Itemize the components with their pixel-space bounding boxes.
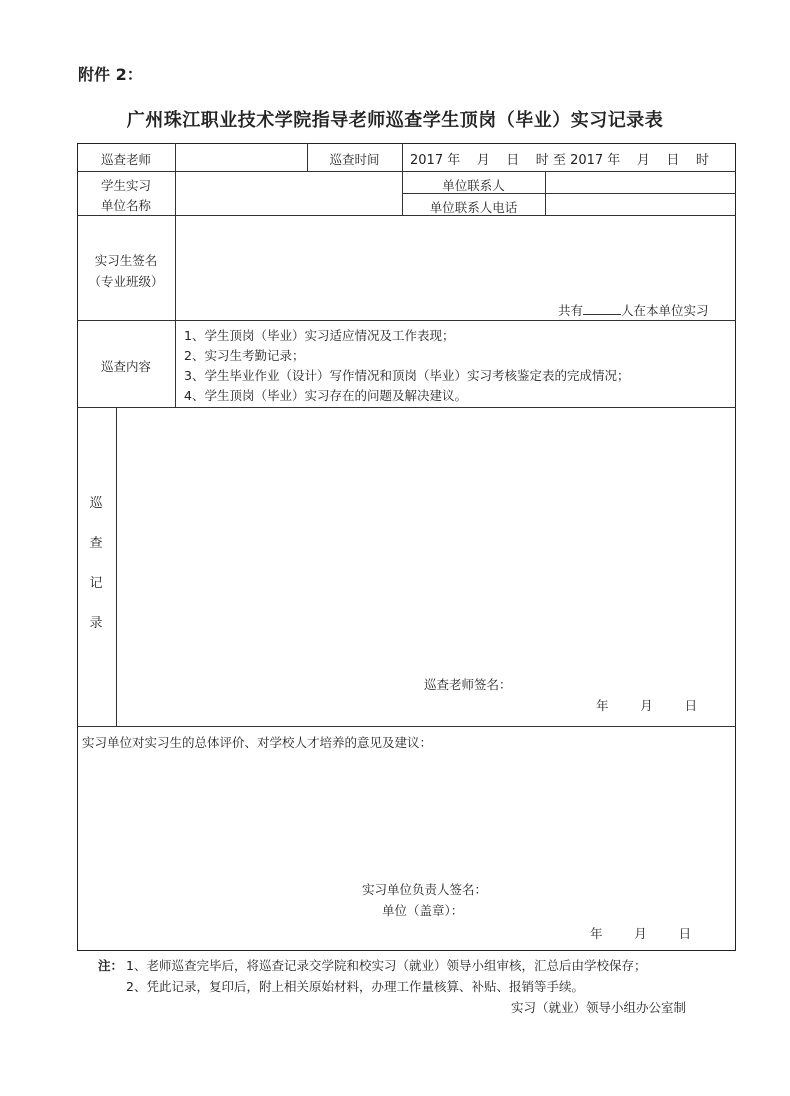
content-item-3: 3、学生毕业作业（设计）写作情况和顶岗（毕业）实习考核鉴定表的完成情况； — [184, 368, 630, 383]
record-label-char-2: 查 — [89, 536, 103, 551]
student-signature-field[interactable] — [178, 218, 734, 296]
form-title: 广州珠江职业技术学院指导老师巡查学生顶岗（毕业）实习记录表 — [126, 110, 664, 131]
contact-person-label: 单位联系人 — [442, 178, 505, 193]
inspection-content-label: 巡查内容 — [100, 359, 151, 374]
record-label-char-4: 录 — [89, 616, 103, 631]
teacher-field[interactable] — [178, 146, 304, 168]
company-name-label-line1: 学生实习 — [100, 178, 151, 193]
company-name-field[interactable] — [178, 174, 400, 213]
teacher-label: 巡查老师 — [100, 152, 151, 167]
company-name-label-line2: 单位名称 — [100, 198, 151, 213]
company-seal-label: 单位（盖章）： — [382, 903, 464, 918]
record-label — [86, 484, 106, 644]
major-class-label: （专业班级） — [88, 274, 164, 289]
content-item-1: 1、学生顶岗（毕业）实习适应情况及工作表现； — [184, 328, 455, 343]
contact-phone-field[interactable] — [548, 196, 734, 214]
student-count-text — [558, 301, 709, 319]
contact-person-field[interactable] — [548, 174, 734, 192]
teacher-signature-label: 巡查老师签名： — [424, 677, 512, 692]
student-count-suffix: 人在本单位实习 — [621, 303, 709, 318]
issuer-text: 实习（就业）领导小组办公室制 — [511, 1000, 687, 1015]
student-count-field[interactable] — [583, 302, 621, 315]
record-label-char-3: 记 — [89, 576, 103, 591]
content-item-4: 4、学生顶岗（毕业）实习存在的问题及解决建议。 — [184, 388, 467, 403]
company-leader-signature-label: 实习单位负责人签名： — [362, 882, 488, 897]
note-line-2: 2、凭此记录，复印后，附上相关原始材料，办理工作量核算、补贴、报销等手续。 — [126, 979, 584, 994]
student-count-prefix: 共有 — [558, 303, 584, 318]
inspection-time-label: 巡查时间 — [329, 152, 380, 167]
note-line-1: 1、老师巡查完毕后，将巡查记录交学院和校实习（就业）领导小组审核，汇总后由学校保存； — [126, 958, 647, 973]
inspection-record-field[interactable] — [120, 410, 734, 670]
record-label-char-1: 巡 — [89, 496, 103, 511]
evaluation-field[interactable] — [82, 752, 732, 872]
contact-phone-label: 单位联系人电话 — [429, 200, 518, 215]
evaluation-date: 年 月 日 — [590, 926, 692, 941]
record-date: 年 月 日 — [596, 698, 698, 713]
attachment-label: 附件 2： — [78, 65, 143, 84]
notes-prefix: 注： — [98, 958, 124, 973]
inspection-time-field[interactable]: 2017 年 月 日 时 至 2017 年 月 日 时 — [410, 153, 709, 168]
content-item-2: 2、实习生考勤记录； — [184, 348, 305, 363]
student-signature-label: 实习生签名 — [94, 253, 158, 268]
evaluation-prompt: 实习单位对实习生的总体评价、对学校人才培养的意见及建议： — [82, 735, 433, 750]
